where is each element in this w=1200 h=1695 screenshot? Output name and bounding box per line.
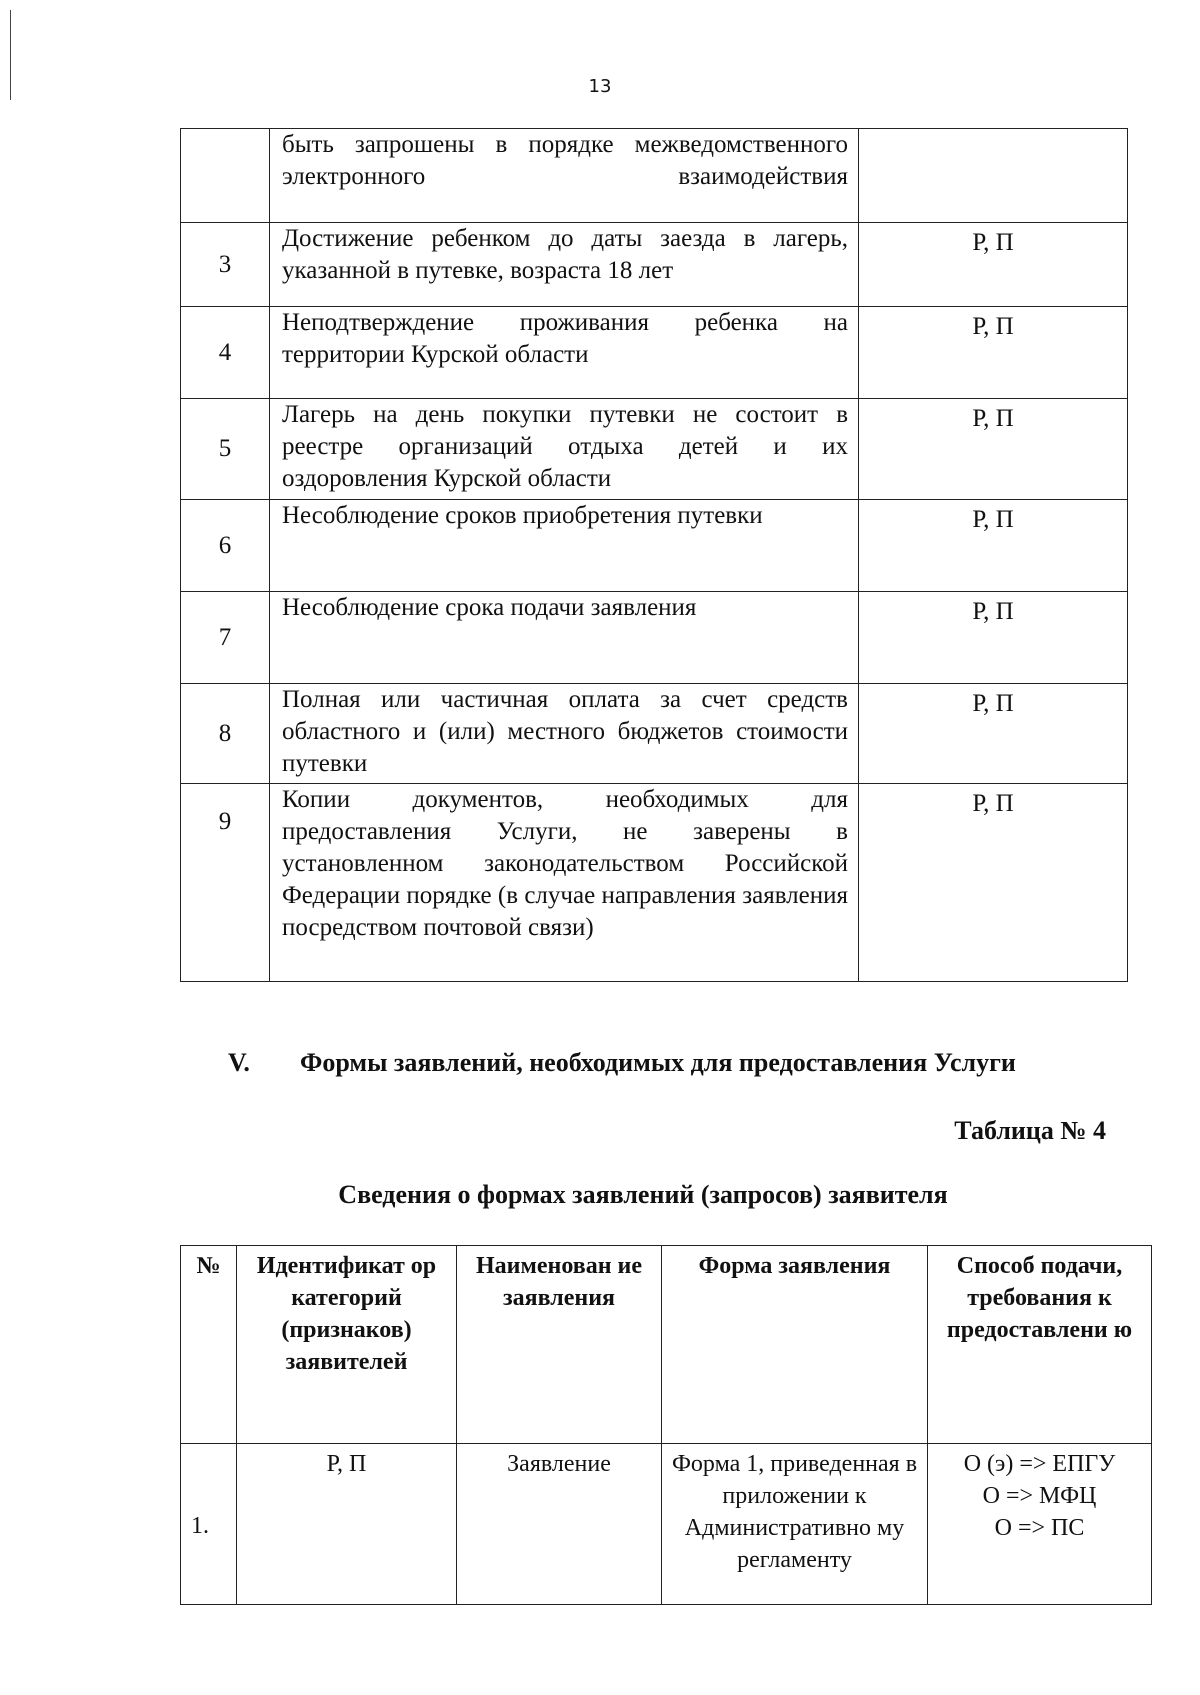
page-number: 13	[588, 76, 612, 97]
row-form: Форма 1, приведенная в приложении к Административно му регламенту	[662, 1444, 928, 1605]
header-categories: Идентификат ор категорий (признаков) заявителей	[237, 1246, 457, 1444]
header-number: №	[181, 1246, 237, 1444]
header-application-name: Наименован ие заявления	[457, 1246, 662, 1444]
row-number: 6	[181, 500, 270, 592]
table-row	[181, 307, 1128, 399]
row-basis: Р, П	[859, 307, 1128, 399]
header-submission-method: Способ подачи, требования к предоставлени ю	[928, 1246, 1152, 1444]
table-header-row	[181, 1246, 1152, 1444]
table-label: Таблица № 4	[954, 1116, 1106, 1145]
row-basis: Р, П	[859, 223, 1128, 307]
row-text: Несоблюдение срока подачи заявления	[270, 592, 859, 684]
row-basis: Р, П	[859, 784, 1128, 982]
header-form: Форма заявления	[662, 1246, 928, 1444]
application-forms-table	[180, 1245, 1152, 1605]
row-categories: Р, П	[237, 1444, 457, 1605]
table-row	[181, 1444, 1152, 1605]
row-basis: Р, П	[859, 399, 1128, 500]
row-basis: Р, П	[859, 592, 1128, 684]
row-number: 5	[181, 399, 270, 500]
row-basis	[859, 129, 1128, 223]
grounds-table	[180, 128, 1128, 982]
section-title: Формы заявлений, необходимых для предоставления Услуги	[300, 1048, 1016, 1077]
row-text: Неподтверждение проживания ребенка на территории Курской области	[270, 307, 859, 399]
section-heading	[228, 1048, 1108, 1078]
table-row	[181, 784, 1128, 982]
row-number: 4	[181, 307, 270, 399]
submission-method: О => ПС	[994, 1515, 1085, 1541]
row-number: 3	[181, 223, 270, 307]
row-number: 9	[181, 784, 270, 982]
row-text: Достижение ребенком до даты заезда в лагерь, указанной в путевке, возраста 18 лет	[270, 223, 859, 307]
table-row	[181, 223, 1128, 307]
row-text: Полная или частичная оплата за счет средств областного и (или) местного бюджетов стоимости путевки	[270, 684, 859, 784]
submission-method: О (э) => ЕПГУ	[963, 1451, 1116, 1477]
row-number	[181, 129, 270, 223]
row-submission-methods	[928, 1444, 1152, 1605]
table-caption: Сведения о формах заявлений (запросов) заявителя	[338, 1180, 948, 1209]
table-row	[181, 129, 1128, 223]
row-basis: Р, П	[859, 500, 1128, 592]
row-basis: Р, П	[859, 684, 1128, 784]
table-row	[181, 592, 1128, 684]
section-number: V.	[228, 1048, 250, 1077]
table-row	[181, 399, 1128, 500]
table-row	[181, 684, 1128, 784]
row-text: Несоблюдение сроков приобретения путевки	[270, 500, 859, 592]
row-text: быть запрошены в порядке межведомственного электронного взаимодействия	[270, 129, 859, 223]
submission-method: О => МФЦ	[982, 1483, 1097, 1509]
row-text: Лагерь на день покупки путевки не состоит в реестре организаций отдыха детей и их оздоровления Курской области	[270, 399, 859, 500]
row-text: Копии документов, необходимых для предоставления Услуги, не заверены в установленном законодательством Российской Федерации порядке (в случае направления заявления посредством почтовой связи)	[270, 784, 859, 982]
row-number: 7	[181, 592, 270, 684]
row-application-name: Заявление	[457, 1444, 662, 1605]
table-row	[181, 500, 1128, 592]
row-number: 1.	[181, 1444, 237, 1605]
row-number: 8	[181, 684, 270, 784]
